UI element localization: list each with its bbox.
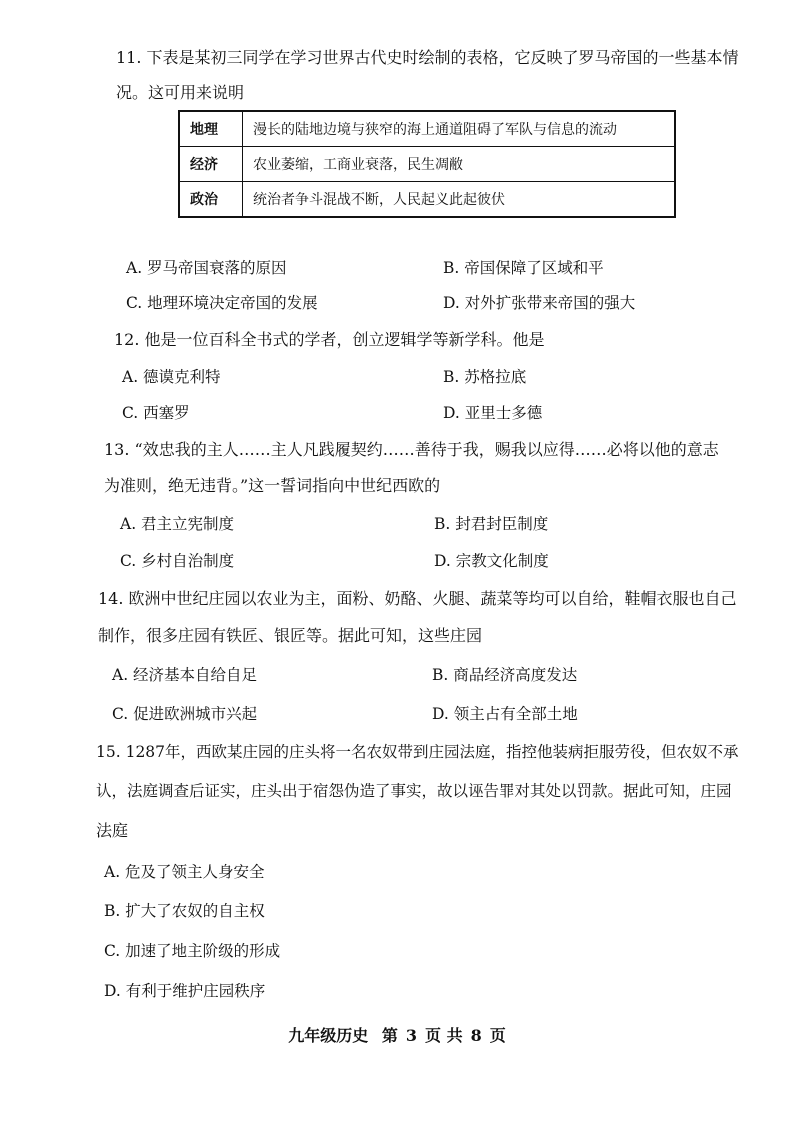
q11-stem-line2: 况。这可用来说明 bbox=[116, 83, 245, 102]
footer-subject: 九年级历史 bbox=[288, 1026, 369, 1045]
table-value-cell: 漫长的陆地边境与狭窄的海上通道阻碍了军队与信息的流动 bbox=[243, 111, 676, 147]
q11-info-table bbox=[178, 110, 676, 218]
q11-stem-line1: 11. 下表是某初三同学在学习世界古代史时绘制的表格，它反映了罗马帝国的一些基本情 bbox=[116, 48, 739, 67]
q11-option-b: B. 帝国保障了区域和平 bbox=[443, 259, 604, 277]
footer-page-mid: 页 共 bbox=[425, 1026, 463, 1045]
q15-option-a: A. 危及了领主人身安全 bbox=[104, 863, 265, 881]
q12-option-b: B. 苏格拉底 bbox=[443, 368, 527, 386]
table-value-cell: 统治者争斗混战不断，人民起义此起彼伏 bbox=[243, 182, 676, 218]
q14-option-a: A. 经济基本自给自足 bbox=[112, 666, 258, 684]
q14-option-c: C. 促进欧洲城市兴起 bbox=[112, 705, 258, 723]
footer-page-total: 8 bbox=[470, 1026, 482, 1045]
q12-stem: 12. 他是一位百科全书式的学者，创立逻辑学等新学科。他是 bbox=[114, 330, 545, 349]
q11-option-c: C. 地理环境决定帝国的发展 bbox=[126, 294, 318, 312]
q13-option-a: A. 君主立宪制度 bbox=[120, 515, 235, 533]
q11-option-d: D. 对外扩张带来帝国的强大 bbox=[443, 294, 636, 312]
page-footer bbox=[0, 1023, 794, 1046]
table-row bbox=[179, 111, 675, 147]
q13-stem-line1: 13. “效忠我的主人……主人凡践履契约……善待于我，赐我以应得……必将以他的意志 bbox=[104, 440, 719, 459]
q12-option-c: C. 西塞罗 bbox=[122, 404, 190, 422]
q15-option-c: C. 加速了地主阶级的形成 bbox=[104, 942, 281, 960]
q15-option-b: B. 扩大了农奴的自主权 bbox=[104, 902, 265, 920]
footer-page-suffix: 页 bbox=[489, 1026, 506, 1045]
q14-option-d: D. 领主占有全部土地 bbox=[432, 705, 578, 723]
q11-option-a: A. 罗马帝国衰落的原因 bbox=[126, 259, 287, 277]
q15-option-d: D. 有利于维护庄园秩序 bbox=[104, 982, 266, 1000]
q14-option-b: B. 商品经济高度发达 bbox=[432, 666, 578, 684]
table-key-cell: 政治 bbox=[179, 182, 243, 218]
table-row bbox=[179, 182, 675, 218]
table-key-cell: 经济 bbox=[179, 147, 243, 182]
q15-stem-line2: 认，法庭调查后证实，庄头出于宿怨伪造了事实，故以诬告罪对其处以罚款。据此可知，庄园 bbox=[96, 782, 732, 800]
table-value-cell: 农业萎缩，工商业衰落，民生凋敝 bbox=[243, 147, 676, 182]
q13-option-c: C. 乡村自治制度 bbox=[120, 552, 235, 570]
q13-stem-line2: 为准则，绝无违背。”这一誓词指向中世纪西欧的 bbox=[104, 476, 441, 495]
q13-option-d: D. 宗教文化制度 bbox=[434, 552, 549, 570]
table-key-cell: 地理 bbox=[179, 111, 243, 147]
q12-option-a: A. 德谟克利特 bbox=[122, 368, 221, 386]
q14-stem-line1: 14. 欧洲中世纪庄园以农业为主，面粉、奶酪、火腿、蔬菜等均可以自给，鞋帽衣服也自己 bbox=[98, 589, 737, 608]
q14-stem-line2: 制作，很多庄园有铁匠、银匠等。据此可知，这些庄园 bbox=[98, 626, 483, 645]
q15-stem-line3: 法庭 bbox=[96, 821, 129, 840]
footer-page-prefix: 第 bbox=[381, 1026, 398, 1045]
footer-page-number: 3 bbox=[405, 1026, 417, 1045]
q12-option-d: D. 亚里士多德 bbox=[443, 404, 543, 422]
q15-stem-line1: 15. 1287年，西欧某庄园的庄头将一名农奴带到庄园法庭，指控他装病拒服劳役，但农奴不承 bbox=[96, 743, 739, 761]
q13-option-b: B. 封君封臣制度 bbox=[434, 515, 549, 533]
table-row bbox=[179, 147, 675, 182]
